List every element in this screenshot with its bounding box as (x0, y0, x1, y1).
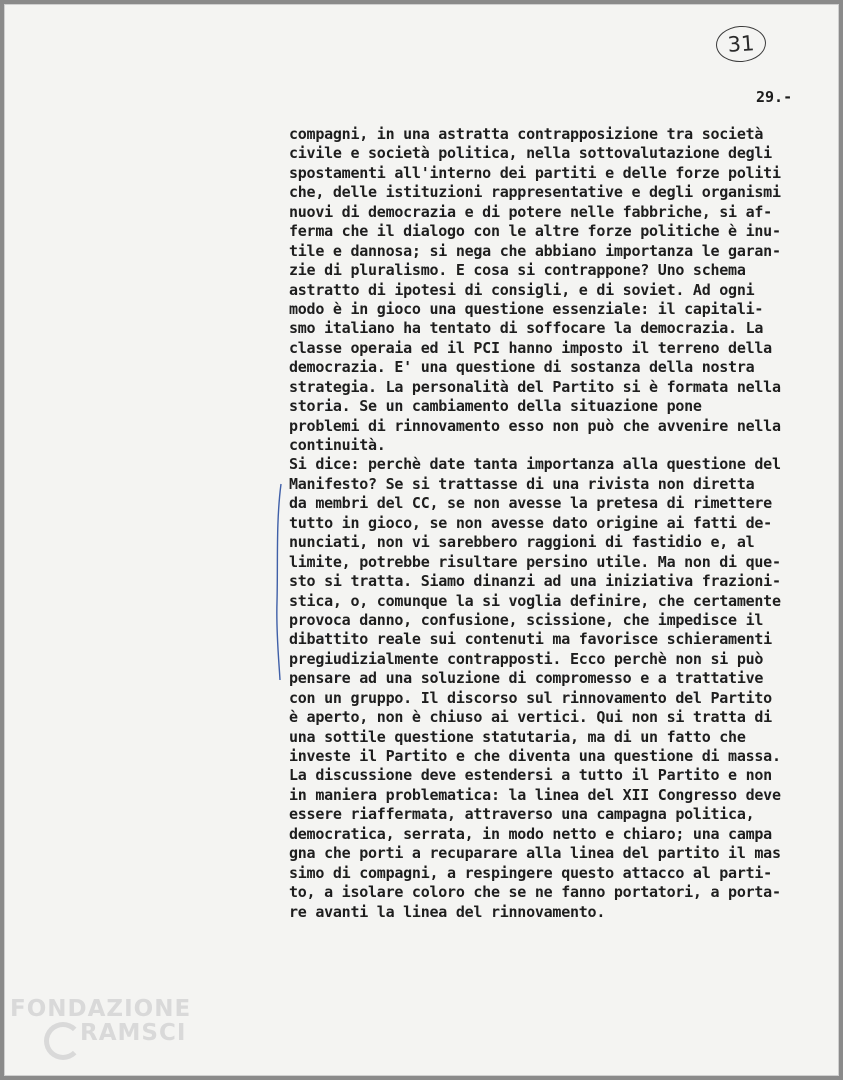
text-line: ferma che il dialogo con le altre forze politiche è inu- (289, 222, 781, 241)
text-line: da membri del CC, se non avesse la pretesa di rimettere (289, 494, 772, 513)
text-line: Si dice: perchè date tanta importanza alla questione del (289, 455, 781, 474)
text-line: tutto in gioco, se non avesse dato origine ai fatti de- (289, 513, 772, 532)
text-line: civile e società politica, nella sottovalutazione degli (289, 144, 772, 163)
text-line: strategia. La personalità del Partito si è formata nella (289, 377, 781, 396)
text-line: compagni, in una astratta contrapposizione tra società (289, 125, 764, 143)
text-line: una sottile questione statutaria, ma di un fatto che (289, 727, 746, 746)
text-line: limite, potrebbe risultare persino utile. Ma non di que- (289, 552, 781, 571)
text-line: democrazia. E' una questione di sostanza della nostra (289, 358, 755, 377)
text-line: è aperto, non è chiuso ai vertici. Qui non si tratta di (289, 708, 772, 727)
text-line: to, a isolare coloro che se ne fanno portatori, a porta- (289, 883, 781, 902)
text-line: democratica, serrata, in modo netto e chiaro; una campa (289, 824, 772, 843)
watermark-line-1: FONDAZIONE (10, 996, 192, 1022)
text-line: con un gruppo. Il discorso sul rinnovamento del Partito (289, 688, 772, 707)
page-number: 29.- (756, 88, 793, 106)
text-line: essere riaffermata, attraverso una campagna politica, (289, 805, 755, 824)
archive-number-stamp: 31 (715, 24, 767, 63)
text-line: che, delle istituzioni rappresentative e degli organismi (289, 183, 781, 202)
text-line: simo di compagni, a respingere questo attacco al parti- (289, 863, 772, 882)
text-line: pensare ad una soluzione di compromesso e a trattative (289, 669, 764, 688)
text-line: Manifesto? Se si trattasse di una rivista non diretta (289, 474, 755, 493)
margin-pen-mark (272, 482, 286, 682)
text-line: nuovi di democrazia e di potere nelle fabbriche, si af- (289, 202, 772, 221)
text-line: zie di pluralismo. E cosa si contrappone? Uno schema (289, 261, 746, 280)
text-line: problemi di rinnovamento esso non può che avvenire nella (289, 416, 781, 435)
text-line: stica, o, comunque la si voglia definire, che certamente (289, 591, 781, 610)
watermark-line-2: RAMSCI (80, 1020, 187, 1046)
text-line: pregiudizialmente contrapposti. Ecco perchè non si può (289, 649, 764, 668)
text-line: La discussione deve estendersi a tutto il Partito e non (289, 766, 772, 785)
text-line: astratto di ipotesi di consigli, e di soviet. Ad ogni (289, 280, 755, 299)
typed-body-text (289, 125, 839, 922)
text-line: spostamenti all'interno dei partiti e delle forze politi (289, 163, 781, 182)
text-line: in maniera problematica: la linea del XII Congresso deve (289, 785, 781, 804)
text-line: re avanti la linea del rinnovamento. (289, 902, 606, 921)
text-line: storia. Se un cambiamento della situazione pone (289, 397, 702, 416)
text-line: investe il Partito e che diventa una questione di massa. (289, 747, 781, 765)
text-line: provoca danno, confusione, scissione, che impedisce il (289, 610, 764, 629)
watermark-g-logo-icon (44, 1022, 82, 1060)
text-line: smo italiano ha tentato di soffocare la democrazia. La (289, 319, 764, 338)
document-page (4, 4, 839, 1076)
text-line: tile e dannosa; si nega che abbiano importanza le garan- (289, 241, 781, 260)
text-line: dibattito reale sui contenuti ma favorisce schieramenti (289, 630, 772, 649)
text-line: nunciati, non vi sarebbero raggioni di fastidio e, al (289, 533, 755, 552)
text-line: gna che porti a recuparare alla linea del partito il mas (289, 844, 781, 863)
text-line: modo è in gioco una questione essenziale: il capitali- (289, 299, 764, 318)
foundation-watermark (10, 994, 220, 1074)
text-line: sto si tratta. Siamo dinanzi ad una iniziativa frazioni- (289, 572, 781, 591)
text-line: continuità. (289, 436, 386, 454)
text-line: classe operaia ed il PCI hanno imposto il terreno della (289, 338, 772, 357)
